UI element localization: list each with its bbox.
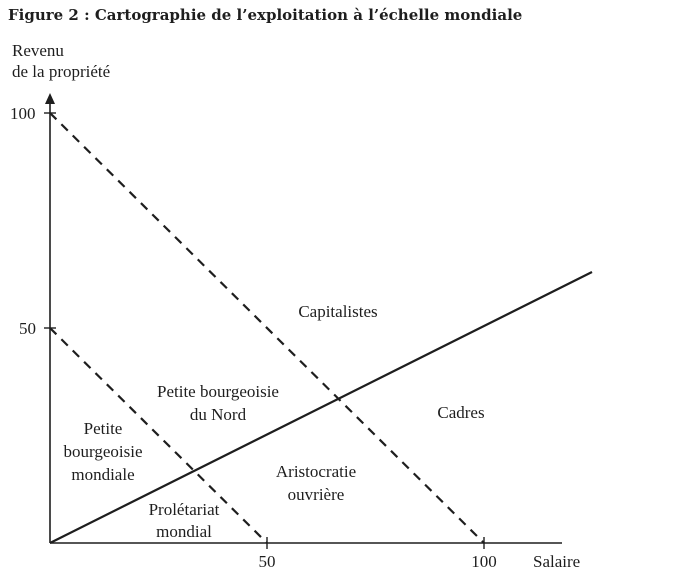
region-capitalistes: Capitalistes <box>298 302 378 321</box>
region-petite-bourgeoisie-nord-line1: Petite bourgeoisie <box>157 382 279 401</box>
region-petite-bourgeoisie-mondiale-line2: bourgeoisie <box>63 442 143 461</box>
region-proletariat-line2: mondial <box>156 522 212 541</box>
x-tick-label-100: 100 <box>471 552 497 571</box>
y-axis-label-line1: Revenu <box>12 41 64 60</box>
y-tick-label-50: 50 <box>19 319 36 338</box>
region-proletariat-line1: Prolétariat <box>148 500 220 519</box>
region-aristocratie-line1: Aristocratie <box>275 462 357 481</box>
region-aristocratie-line2: ouvrière <box>287 485 345 504</box>
y-tick-label-100: 100 <box>10 104 36 123</box>
region-petite-bourgeoisie-mondiale-line3: mondiale <box>71 465 135 484</box>
region-petite-bourgeoisie-nord-line2: du Nord <box>189 405 247 424</box>
x-axis-label: Salaire <box>533 552 581 571</box>
region-petite-bourgeoisie-mondiale-line1: Petite <box>83 419 123 438</box>
y-axis-label-line2: de la propriété <box>12 62 111 81</box>
region-cadres: Cadres <box>437 403 485 422</box>
y-axis-arrow <box>45 93 55 104</box>
x-tick-label-50: 50 <box>258 552 276 571</box>
figure-title: Figure 2 : Cartographie de l’exploitation à l’échelle mondiale <box>8 6 523 24</box>
